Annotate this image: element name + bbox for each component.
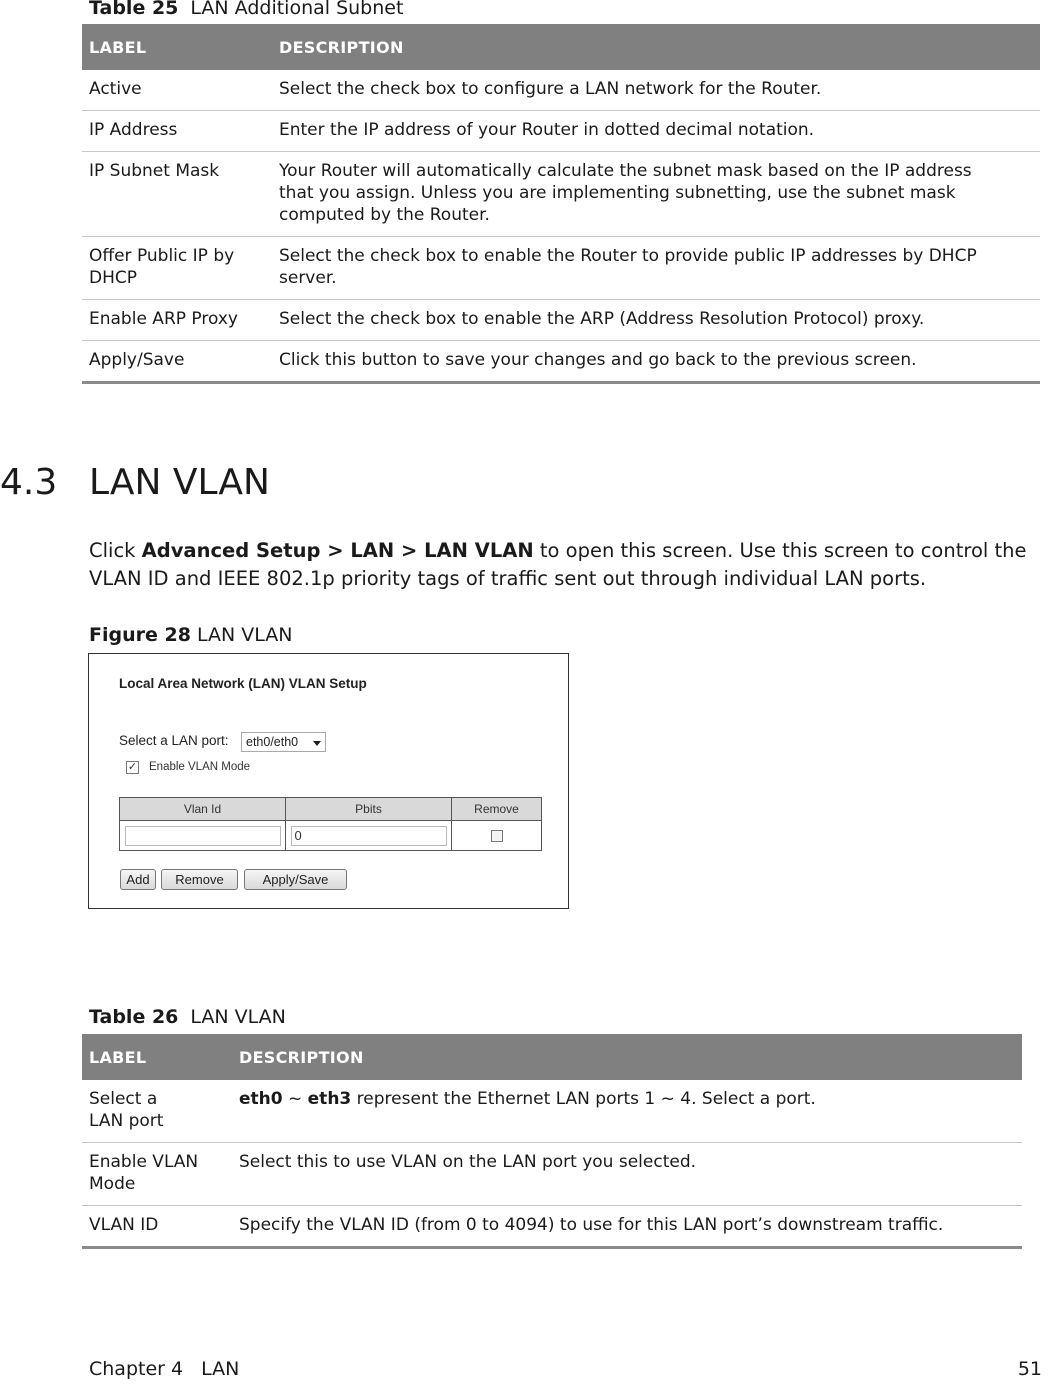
row-label: VLAN ID [82,1206,232,1248]
menu-path: Advanced Setup > LAN > LAN VLAN [141,539,534,562]
row-label: IP Subnet Mask [82,152,272,237]
section-paragraph [89,537,1044,593]
vlan-table [119,797,542,851]
port-eth0: eth0 [239,1089,283,1109]
col-vlan-id: Vlan Id [120,798,286,821]
add-button[interactable]: Add [120,869,156,890]
vlan-table-row [120,821,542,851]
table26-number: Table 26 [89,1006,179,1028]
remove-checkbox[interactable] [491,830,503,842]
table-row [82,152,1040,237]
table-row [82,1206,1022,1248]
table25-number: Table 25 [89,0,179,19]
table25-title: LAN Additional Subnet [190,0,404,19]
header-description: DESCRIPTION [232,1034,1022,1080]
row-description: Select the check box to enable the Router to provide public IP addresses by DHCP server. [272,237,1040,300]
figure28-number: Figure 28 [89,624,191,646]
enable-vlan-label: Enable VLAN Mode [149,761,251,773]
enable-vlan-checkbox[interactable]: ✓ [127,761,138,773]
table-row [82,111,1040,152]
row-description: Click this button to save your changes and go back to the previous screen. [272,341,1040,383]
remove-button[interactable]: Remove [161,869,238,890]
chapter-number: Chapter 4 [89,1358,184,1380]
row-label: Offer Public IP by DHCP [82,237,272,300]
row-label: Apply/Save [82,341,272,383]
header-label: LABEL [82,24,272,70]
table-header-row [82,1034,1022,1080]
table-row [82,70,1040,111]
chevron-down-icon [313,741,321,746]
col-pbits: Pbits [286,798,452,821]
figure28-caption [89,624,293,646]
row-label: IP Address [82,111,272,152]
vlan-id-input[interactable] [125,826,281,846]
pbits-input[interactable]: 0 [291,826,447,846]
table25-caption [89,0,403,19]
figure28-title: LAN VLAN [196,624,293,646]
row-label: Active [82,70,272,111]
row-description: Your Router will automatically calculate the subnet mask based on the IP address that you assign. Unless you are implementing subnetting, use the subnet mask computed by the Router. [272,152,1040,237]
lan-vlan-screenshot [88,653,569,909]
para-suffix: to open this screen. Use this screen to control the VLAN ID and IEEE 802.1p priority tags of traffic sent out through individual LAN ports. [89,539,1027,590]
para-prefix: Click [89,539,142,562]
lan-port-value: eth0/eth0 [246,735,299,749]
section-heading [0,462,270,503]
lan-port-label: Select a LAN port: [119,733,229,748]
table-row [82,237,1040,300]
table-row [82,300,1040,341]
section-number: 4.3 [0,462,58,503]
table26-title: LAN VLAN [190,1006,286,1028]
row-description [232,1080,1022,1143]
table25 [82,24,1040,384]
table-row [82,1080,1022,1143]
range-separator: ~ [282,1089,308,1109]
table-row [82,1143,1022,1206]
col-remove: Remove [452,798,542,821]
row-description: Select the check box to configure a LAN network for the Router. [272,70,1040,111]
row-description: Select the check box to enable the ARP (Address Resolution Protocol) proxy. [272,300,1040,341]
row-label: Enable VLAN Mode [82,1143,232,1206]
lan-port-select[interactable] [241,732,326,752]
row-description: Specify the VLAN ID (from 0 to 4094) to use for this LAN port’s downstream traffic. [232,1206,1022,1248]
screen-title: Local Area Network (LAN) VLAN Setup [119,676,367,691]
vlan-table-header [120,798,542,821]
row-label: Enable ARP Proxy [82,300,272,341]
table-header-row [82,24,1040,70]
table26-caption [89,1006,286,1028]
row-description: Select this to use VLAN on the LAN port you selected. [232,1143,1022,1206]
section-title: LAN VLAN [89,462,270,503]
header-description: DESCRIPTION [272,24,1040,70]
chapter-title: LAN [201,1358,240,1380]
footer-chapter [89,1358,239,1380]
row-label: Select a LAN port [82,1080,232,1143]
row-description: Enter the IP address of your Router in dotted decimal notation. [272,111,1040,152]
port-eth3: eth3 [307,1089,352,1109]
page-number: 51 [1017,1358,1042,1380]
apply-save-button[interactable]: Apply/Save [244,869,347,890]
table26 [82,1034,1022,1249]
row-description-rest: represent the Ethernet LAN ports 1 ~ 4. Select a port. [351,1089,816,1109]
header-label: LABEL [82,1034,232,1080]
table-row [82,341,1040,383]
